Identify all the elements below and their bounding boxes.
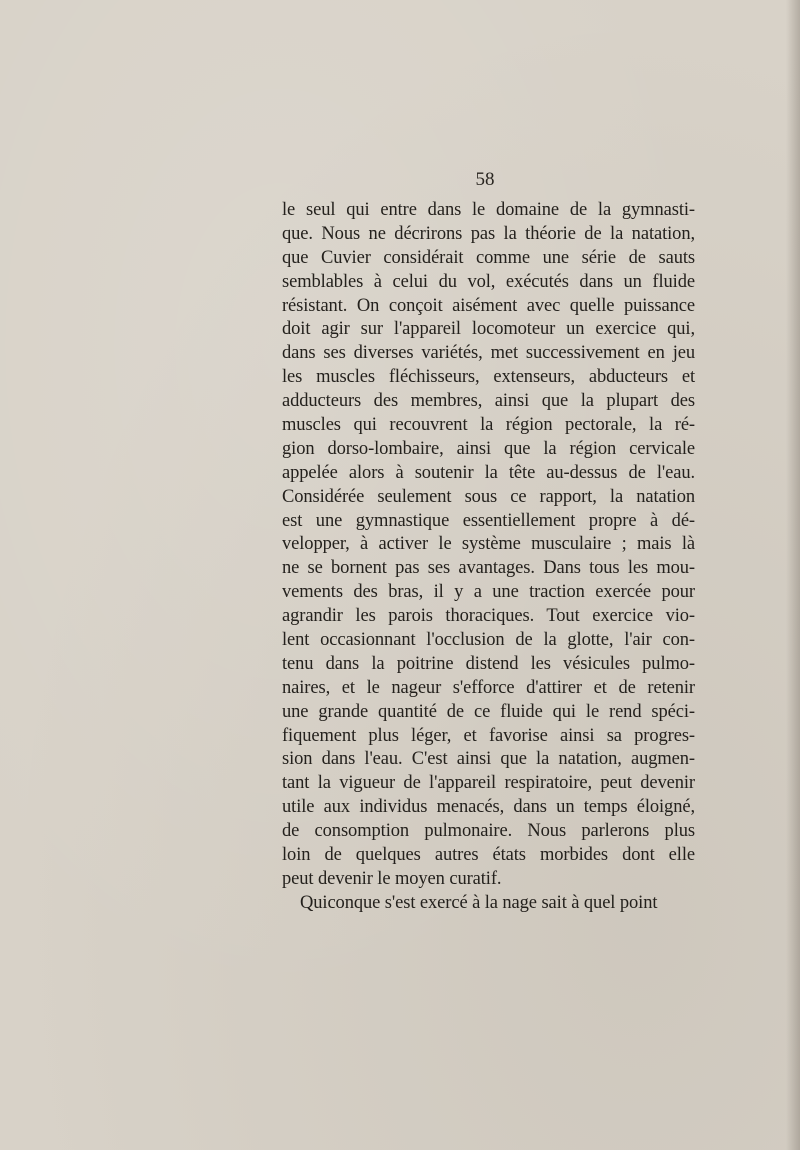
text-line: muscles qui recouvrent la région pectorale, la ré- — [282, 415, 695, 436]
text-line: résistant. On conçoit aisément avec quelle puissance — [282, 295, 695, 316]
text-line: les muscles fléchisseurs, extenseurs, abducteurs et — [282, 367, 695, 388]
text-line: semblables à celui du vol, exécutés dans un fluide — [282, 271, 695, 292]
text-line: loin de quelques autres états morbides dont elle — [282, 845, 695, 866]
text-line: sion dans l'eau. C'est ainsi que la natation, augmen- — [282, 749, 695, 770]
text-line: agrandir les parois thoraciques. Tout exercice vio- — [282, 606, 695, 627]
page-edge-shadow — [786, 0, 800, 1150]
text-line: fiquement plus léger, et favorise ainsi sa progres- — [282, 725, 695, 746]
text-line: dans ses diverses variétés, met successivement en jeu — [282, 343, 695, 364]
text-line: est une gymnastique essentiellement propre à dé- — [282, 510, 695, 531]
text-line: Considérée seulement sous ce rapport, la natation — [282, 486, 695, 507]
text-line: tant la vigueur de l'appareil respiratoire, peut devenir — [282, 773, 695, 794]
text-line: de consomption pulmonaire. Nous parlerons plus — [282, 821, 695, 842]
text-line: appelée alors à soutenir la tête au-dessus de l'eau. — [282, 462, 695, 483]
text-line: vements des bras, il y a une traction exercée pour — [282, 582, 695, 603]
text-line: doit agir sur l'appareil locomoteur un exercice qui, — [282, 319, 695, 340]
text-line: velopper, à activer le système musculaire ; mais là — [282, 534, 695, 555]
text-line: adducteurs des membres, ainsi que la plupart des — [282, 391, 695, 412]
body-text — [282, 199, 695, 916]
text-line: naires, et le nageur s'efforce d'attirer et de retenir — [282, 677, 695, 698]
text-line: gion dorso-lombaire, ainsi que la région cervicale — [282, 438, 695, 459]
text-line: tenu dans la poitrine distend les vésicules pulmo- — [282, 653, 695, 674]
text-line: ne se bornent pas ses avantages. Dans tous les mou- — [282, 558, 695, 579]
text-line: lent occasionnant l'occlusion de la glotte, l'air con- — [282, 630, 695, 651]
text-line: utile aux individus menacés, dans un temps éloigné, — [282, 797, 695, 818]
page-number: 58 — [475, 169, 495, 190]
paragraph-end-line: peut devenir le moyen curatif. — [282, 868, 502, 889]
paragraph-start-line: Quiconque s'est exercé à la nage sait à quel point — [300, 892, 658, 913]
text-line: une grande quantité de ce fluide qui le rend spéci- — [282, 701, 695, 722]
text-line: que. Nous ne décrirons pas la théorie de la natation, — [282, 223, 695, 244]
text-line: que Cuvier considérait comme une série de sauts — [282, 247, 695, 268]
text-line: le seul qui entre dans le domaine de la gymnasti- — [282, 200, 695, 220]
